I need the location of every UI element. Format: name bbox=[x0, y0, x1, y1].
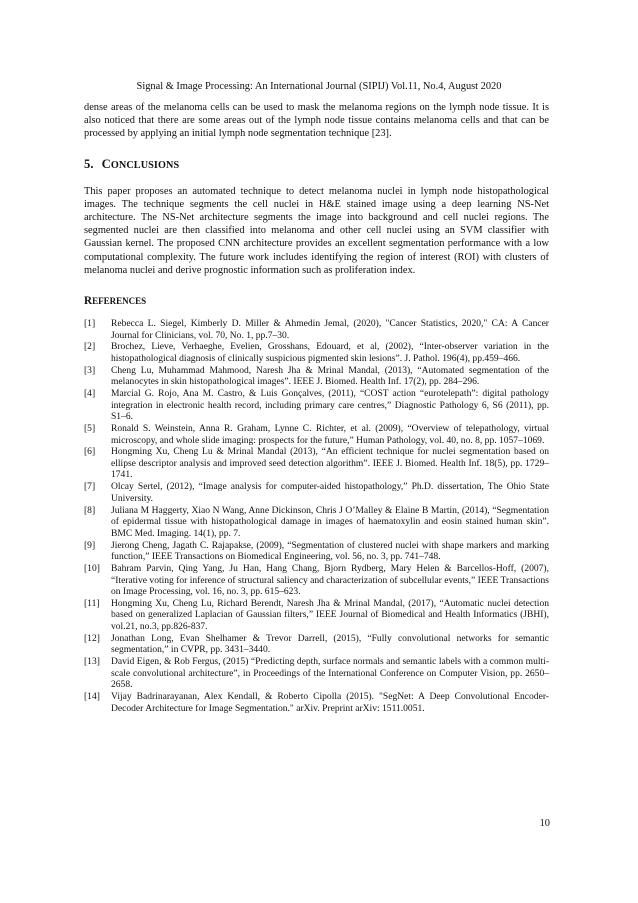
page-number: 10 bbox=[539, 818, 550, 829]
conclusions-heading-rest: ONCLUSIONS bbox=[110, 159, 180, 171]
reference-number: [4] bbox=[84, 388, 96, 400]
reference-text: Jonathan Long, Evan Shelhamer & Trevor Darrell, (2015), “Fully convolutional networks for semantic segmentation,” in CVPR, pp. 3431–3440. bbox=[111, 632, 549, 656]
reference-item bbox=[84, 598, 549, 633]
conclusions-heading bbox=[84, 157, 549, 173]
reference-number: [3] bbox=[84, 364, 96, 376]
reference-item bbox=[84, 365, 549, 388]
reference-item bbox=[84, 388, 549, 423]
reference-number: [12] bbox=[84, 632, 100, 644]
references-list bbox=[84, 318, 549, 714]
reference-text: Jierong Cheng, Jagath C. Rajapakse, (2009), “Segmentation of clustered nuclei with shape markers and marking function,” IEEE Transactions on Biomedical Engineering, vol. 56, no. 3, pp. 741–748. bbox=[111, 539, 549, 563]
reference-text: Hongming Xu, Cheng Lu & Mrinal Mandal (2013), “An efficient technique for nuclei segmentation based on ellipse descriptor analysis and improved seed detection algorithm”. IEEE J. Biomed. Health Inf. 18(5), pp. 1729–1741. bbox=[111, 446, 549, 481]
reference-text: Marcial G. Rojo, Ana M. Castro, & Luis Gonçalves, (2011), “COST action “eurotelepath”: digital pathology integration in electronic health record, including primary care centres,” Diagnostic Pathology 6, S6 (2011), pp. S1–6. bbox=[111, 388, 549, 423]
reference-number: [6] bbox=[84, 446, 96, 458]
reference-number: [14] bbox=[84, 691, 100, 703]
reference-text: Cheng Lu, Muhammad Mahmood, Naresh Jha & Mrinal Mandal, (2013), “Automated segmentation of the melanocytes in skin histopathological images”. IEEE J. Biomed. Health Inf. 17(2), pp. 284–296. bbox=[111, 364, 549, 388]
reference-number: [8] bbox=[84, 504, 96, 516]
reference-item bbox=[84, 633, 549, 656]
conclusions-heading-initial: C bbox=[101, 156, 111, 171]
reference-number: [7] bbox=[84, 481, 96, 493]
page-body bbox=[84, 101, 549, 715]
reference-text: Bahram Parvin, Qing Yang, Ju Han, Hang Chang, Bjorn Rydberg, Mary Helen & Barcellos-Hoff, (2007), “Iterative voting for inference of structural saliency and characterization of subcellular events,” IEEE Transactions on Image Processing, vol. 16, no. 3, pp. 615–623. bbox=[111, 563, 549, 598]
reference-text: Ronald S. Weinstein, Anna R. Graham, Lynne C. Richter, et al. (2009), “Overview of telepathology, virtual microscopy, and whole slide imaging: prospects for the future,” Human Pathology, vol. 40, no. 8, pp. 1057–1069. bbox=[111, 423, 549, 446]
reference-item bbox=[84, 563, 549, 598]
reference-text: Olcay Sertel, (2012), “Image analysis for computer-aided histopathology,” Ph.D. dissertation, The Ohio State University. bbox=[111, 481, 549, 504]
reference-text: Vijay Badrinarayanan, Alex Kendall, & Roberto Cipolla (2015). "SegNet: A Deep Convolutional Encoder-Decoder Architecture for Image Segmentation." arXiv. Preprint arXiv: 1511.0051. bbox=[111, 691, 549, 714]
reference-number: [10] bbox=[84, 563, 100, 575]
reference-item bbox=[84, 540, 549, 563]
conclusions-paragraph: This paper proposes an automated technique to detect melanoma nuclei in lymph node histopathological images. The technique segments the cell nuclei in H&E stained image using a deep learning NS-Net architecture. The NS-Net architecture segments the image into background and cell nuclei regions. The segmented nuclei are then classified into melanoma and other cell nuclei using an SVM classifier with Gaussian kernel. The proposed CNN architecture provides an excellent segmentation performance with a low computational complexity. The future work includes identifying the region of interest (ROI) with clusters of melanoma nuclei and derive prognostic information such as proliferation index. bbox=[84, 185, 549, 276]
reference-text: David Eigen, & Rob Fergus, (2015) “Predicting depth, surface normals and semantic labels with a common multi-scale convolutional architecture”, in Proceedings of the International Conference on Computer Vision, pp. 2650–2658. bbox=[111, 656, 549, 691]
references-heading-initial: R bbox=[84, 295, 93, 308]
reference-item bbox=[84, 691, 549, 714]
reference-number: [11] bbox=[84, 597, 100, 609]
reference-text: Brochez, Lieve, Verhaeghe, Evelien, Grosshans, Edouard, et al, (2002), “Inter-observer variation in the histopathological diagnosis of clinically suspicious pigmented skin lesions”. J. Pathol. 196(4), pp.459–466. bbox=[111, 341, 549, 364]
reference-number: [1] bbox=[84, 318, 96, 330]
reference-item bbox=[84, 481, 549, 504]
reference-item bbox=[84, 446, 549, 481]
references-heading bbox=[84, 294, 549, 308]
references-heading-rest: EFERENCES bbox=[92, 296, 147, 307]
intro-paragraph: dense areas of the melanoma cells can be used to mask the melanoma regions on the lymph node tissue. It is also noticed that there are some areas out of the lymph node tissue contains melanoma cells and that can be processed by applying an initial lymph node segmentation technique [23]. bbox=[84, 102, 549, 140]
reference-item bbox=[84, 318, 549, 341]
conclusions-number: 5. bbox=[84, 156, 94, 171]
reference-number: [2] bbox=[84, 341, 96, 353]
reference-text: Hongming Xu, Cheng Lu, Richard Berendt, Naresh Jha & Mrinal Mandal, (2017), “Automatic nuclei detection based on generalized Laplacian of Gaussian filters,” IEEE Journal of Biomedical and Health Informatics (JBHI), vol.21, no.3, pp.826-837. bbox=[111, 597, 549, 632]
reference-number: [9] bbox=[84, 539, 96, 551]
reference-item bbox=[84, 423, 549, 446]
reference-text: Rebecca L. Siegel, Kimberly D. Miller & Ahmedin Jemal, (2020), "Cancer Statistics, 2020," CA: A Cancer Journal for Clinicians, vol. 70, No. 1, pp.7–30. bbox=[111, 318, 549, 341]
reference-item bbox=[84, 656, 549, 691]
reference-number: [5] bbox=[84, 423, 96, 435]
reference-text: Juliana M Haggerty, Xiao N Wang, Anne Dickinson, Chris J O’Malley & Elaine B Martin, (2014), “Segmentation of epidermal tissue with histopathological damage in images of haematoxylin and eosin stained human skin”. BMC Med. Imaging. 14(1), pp. 7. bbox=[111, 504, 549, 539]
reference-item bbox=[84, 505, 549, 540]
running-header: Signal & Image Processing: An International Journal (SIPIJ) Vol.11, No.4, August 2020 bbox=[136, 81, 502, 92]
reference-item bbox=[84, 341, 549, 364]
reference-number: [13] bbox=[84, 656, 100, 668]
